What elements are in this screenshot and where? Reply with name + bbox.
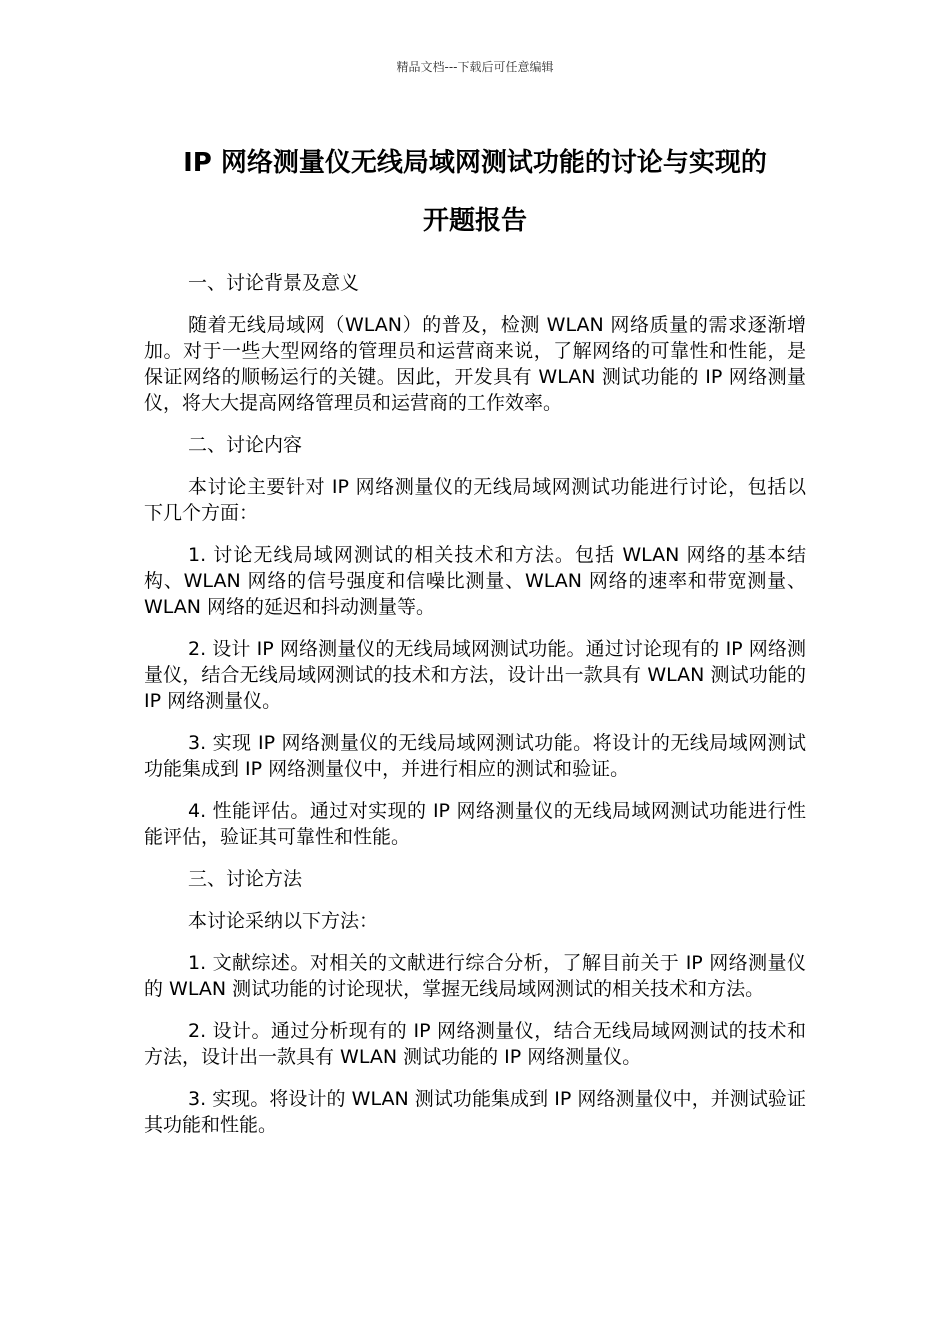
- title-line-2: 开题报告: [422, 206, 527, 236]
- list-item-content-3: 3. 实现 IP 网络测量仪的无线局域网测试功能。将设计的无线局域网测试功能集成到 IP 网络测量仪中，并进行相应的测试和验证。: [144, 732, 806, 780]
- document-title: [140, 134, 810, 250]
- document-body: [144, 270, 806, 1154]
- list-item-content-2: 2. 设计 IP 网络测量仪的无线局域网测试功能。通过讨论现有的 IP 网络测量仪，结合无线局域网测试的技术和方法，设计出一款具有 WLAN 测试功能的 IP 网络测量仪。: [144, 638, 806, 712]
- paragraph-methods-intro: 本讨论采纳以下方法：: [188, 910, 379, 932]
- title-line-1: IP 网络测量仪无线局域网测试功能的讨论与实现的: [183, 148, 767, 178]
- list-item-content-1: 1. 讨论无线局域网测试的相关技术和方法。包括 WLAN 网络的基本结构、WLAN 网络的信号强度和信噪比测量、WLAN 网络的速率和带宽测量、WLAN 网络的延迟和抖动测量等。: [144, 544, 806, 618]
- paragraph-background: 随着无线局域网（WLAN）的普及，检测 WLAN 网络质量的需求逐渐增加。对于一些大型网络的管理员和运营商来说，了解网络的可靠性和性能，是保证网络的顺畅运行的关键。因此，开发具有 WLAN 测试功能的 IP 网络测量仪，将大大提高网络管理员和运营商的工作效率。: [144, 314, 806, 414]
- list-item-methods-1: 1. 文献综述。对相关的文献进行综合分析，了解目前关于 IP 网络测量仪的 WLAN 测试功能的讨论现状，掌握无线局域网测试的相关技术和方法。: [144, 952, 806, 1000]
- section-heading-methods: 三、讨论方法: [188, 868, 303, 890]
- section-heading-content: 二、讨论内容: [188, 434, 303, 456]
- list-item-methods-2: 2. 设计。通过分析现有的 IP 网络测量仪，结合无线局域网测试的技术和方法，设计出一款具有 WLAN 测试功能的 IP 网络测量仪。: [144, 1020, 806, 1068]
- list-item-methods-3: 3. 实现。将设计的 WLAN 测试功能集成到 IP 网络测量仪中，并测试验证其功能和性能。: [144, 1088, 806, 1136]
- paragraph-content-intro: 本讨论主要针对 IP 网络测量仪的无线局域网测试功能进行讨论，包括以下几个方面：: [144, 476, 806, 524]
- list-item-content-4: 4. 性能评估。通过对实现的 IP 网络测量仪的无线局域网测试功能进行性能评估，验证其可靠性和性能。: [144, 800, 806, 848]
- section-heading-background: 一、讨论背景及意义: [188, 272, 360, 294]
- page-header: 精品文档---下载后可任意编辑: [396, 60, 554, 74]
